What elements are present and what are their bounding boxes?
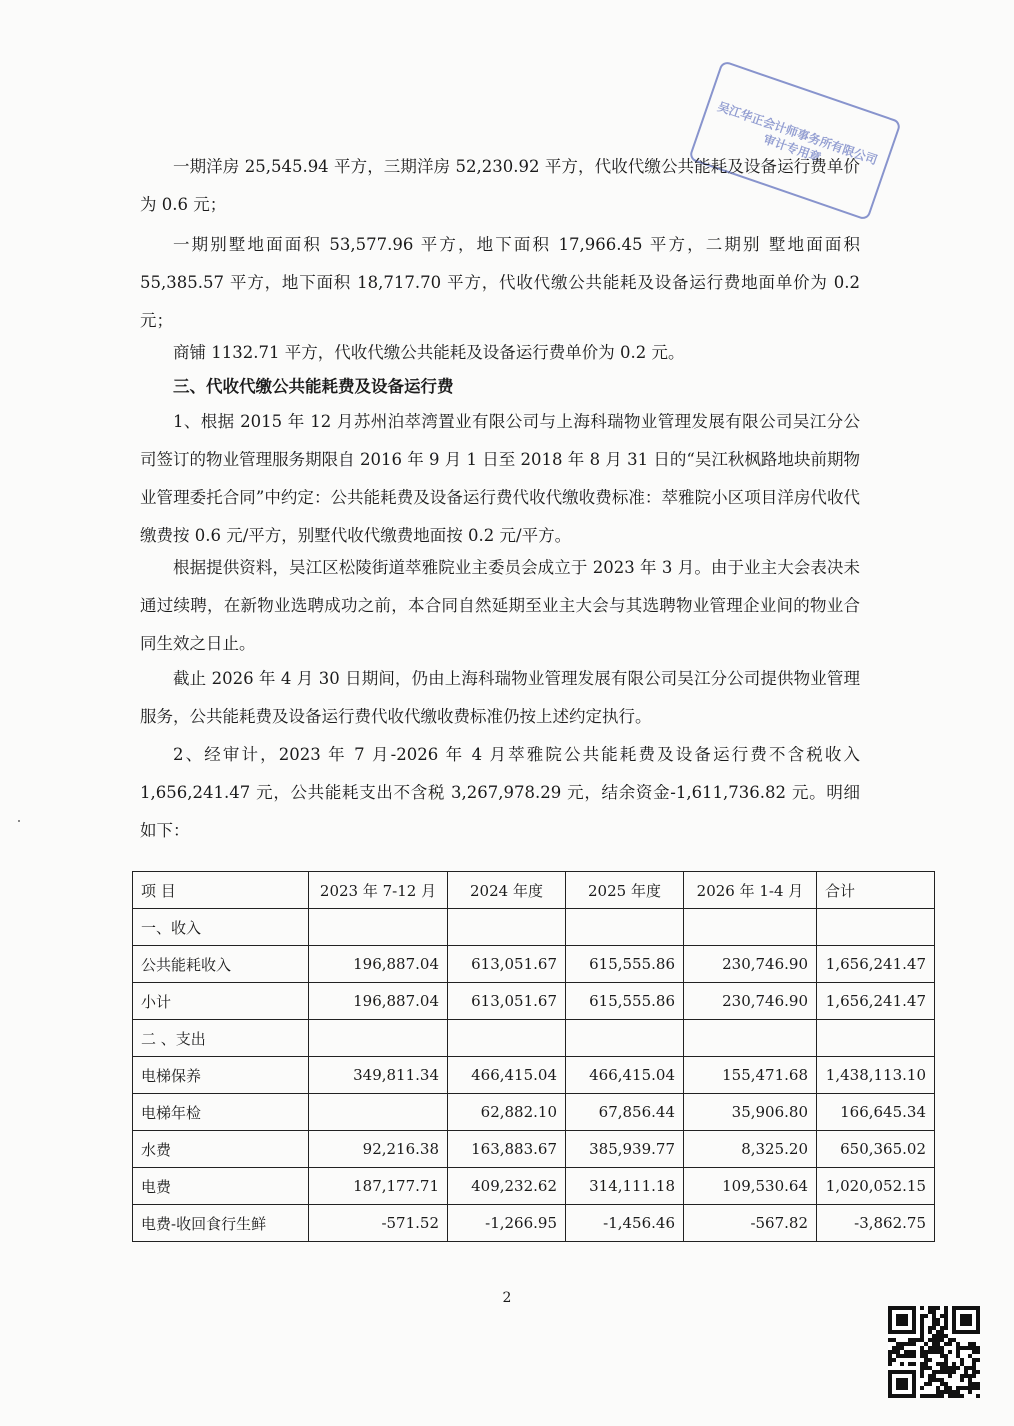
cell-value: -1,266.95 xyxy=(448,1205,566,1242)
table-row xyxy=(133,1131,935,1168)
paragraph-contract-terms: 1、根据 2015 年 12 月苏州泊萃湾置业有限公司与上海科瑞物业管理发展有限公司吴江分公司签订的物业管理服务期限自 2016 年 9 月 1 日至 2018 年 8 月 31 日的“吴江秋枫路地块前期物业管理委托合同”中约定：公共能耗费及设备运行费代收代缴收费标准：萃雅院小区项目洋房代收代缴费按 0.6 元/平方，别墅代收代缴费地面按 0.2 元/平方。 xyxy=(140,412,860,545)
cell-value: 230,746.90 xyxy=(684,946,817,983)
cell-value: 314,111.18 xyxy=(566,1168,684,1205)
cell-value: 62,882.10 xyxy=(448,1094,566,1131)
cell-value: 109,530.64 xyxy=(684,1168,817,1205)
section-heading-3: 三、代收代缴公共能耗费及设备运行费 xyxy=(173,377,454,396)
cell-value: 230,746.90 xyxy=(684,983,817,1020)
row-label: 电费 xyxy=(133,1168,309,1205)
header-2025: 2025 年度 xyxy=(566,872,684,909)
cell-value: 409,232.62 xyxy=(448,1168,566,1205)
cell-value: -571.52 xyxy=(309,1205,448,1242)
cell-value xyxy=(448,909,566,946)
table-row xyxy=(133,983,935,1020)
cell-value: 613,051.67 xyxy=(448,946,566,983)
cell-value: 163,883.67 xyxy=(448,1131,566,1168)
header-total: 合计 xyxy=(817,872,935,909)
cell-value: 155,471.68 xyxy=(684,1057,817,1094)
row-label: 小计 xyxy=(133,983,309,1020)
cell-value: -1,456.46 xyxy=(566,1205,684,1242)
header-2024: 2024 年度 xyxy=(448,872,566,909)
cell-value: 92,216.38 xyxy=(309,1131,448,1168)
cell-value xyxy=(309,1094,448,1131)
qr-code-icon xyxy=(888,1306,980,1398)
cell-value xyxy=(817,1020,935,1057)
cell-value xyxy=(309,1020,448,1057)
cell-value: 196,887.04 xyxy=(309,983,448,1020)
cell-value: 8,325.20 xyxy=(684,1131,817,1168)
row-label: 二 、支出 xyxy=(133,1020,309,1057)
paragraph-villa-area: 一期别墅地面面积 53,577.96 平方，地下面积 17,966.45 平方，二期别 墅地面面积 55,385.57 平方，地下面积 18,717.70 平方，代收代缴公共能耗及设备运行费地面单价为 0.2 元； xyxy=(140,235,860,330)
cell-value xyxy=(684,909,817,946)
paragraph-audit-summary: 2、经审计，2023 年 7 月-2026 年 4 月萃雅院公共能耗费及设备运行费不含税收入 1,656,241.47 元，公共能耗支出不含税 3,267,978.29 元，结余资金-1,611,736.82 元。明细如下： xyxy=(140,745,860,840)
cell-value: -567.82 xyxy=(684,1205,817,1242)
table-row xyxy=(133,1057,935,1094)
row-label: 水费 xyxy=(133,1131,309,1168)
cell-value: 613,051.67 xyxy=(448,983,566,1020)
table-row xyxy=(133,1168,935,1205)
table-header-row xyxy=(133,872,935,909)
scan-speck xyxy=(18,820,20,822)
table-row xyxy=(133,946,935,983)
paragraph-service-period: 截止 2026 年 4 月 30 日期间，仍由上海科瑞物业管理发展有限公司吴江分公司提供物业管理服务，公共能耗费及设备运行费代收代缴收费标准仍按上述约定执行。 xyxy=(140,669,860,726)
table-row xyxy=(133,1094,935,1131)
cell-value: 166,645.34 xyxy=(817,1094,935,1131)
cell-value: 385,939.77 xyxy=(566,1131,684,1168)
cell-value: 349,811.34 xyxy=(309,1057,448,1094)
cell-value: 1,656,241.47 xyxy=(817,946,935,983)
row-label: 一、收入 xyxy=(133,909,309,946)
cell-value xyxy=(566,909,684,946)
cell-value: 466,415.04 xyxy=(448,1057,566,1094)
cell-value: 187,177.71 xyxy=(309,1168,448,1205)
table-row xyxy=(133,909,935,946)
cell-value: 650,365.02 xyxy=(817,1131,935,1168)
paragraph-yangfang-area: 一期洋房 25,545.94 平方，三期洋房 52,230.92 平方，代收代缴公共能耗及设备运行费单价为 0.6 元； xyxy=(140,157,860,214)
paragraph-owners-committee: 根据提供资料，吴江区松陵街道萃雅院业主委员会成立于 2023 年 3 月。由于业主大会表决未通过续聘，在新物业选聘成功之前，本合同自然延期至业主大会与其选聘物业管理企业间的物业合同生效之日止。 xyxy=(140,558,860,653)
cell-value: 1,656,241.47 xyxy=(817,983,935,1020)
table-row xyxy=(133,1020,935,1057)
row-label: 电梯保养 xyxy=(133,1057,309,1094)
row-label: 电费-收回食行生鲜 xyxy=(133,1205,309,1242)
cell-value: -3,862.75 xyxy=(817,1205,935,1242)
page-number: 2 xyxy=(502,1290,512,1306)
cell-value: 1,020,052.15 xyxy=(817,1168,935,1205)
cell-value xyxy=(448,1020,566,1057)
cell-value: 67,856.44 xyxy=(566,1094,684,1131)
table-row xyxy=(133,1205,935,1242)
cell-value: 466,415.04 xyxy=(566,1057,684,1094)
header-item: 项 目 xyxy=(133,872,309,909)
cell-value: 615,555.86 xyxy=(566,946,684,983)
cell-value xyxy=(817,909,935,946)
cell-value: 196,887.04 xyxy=(309,946,448,983)
cell-value: 35,906.80 xyxy=(684,1094,817,1131)
cell-value: 615,555.86 xyxy=(566,983,684,1020)
header-2023-jul-dec: 2023 年 7-12 月 xyxy=(309,872,448,909)
cell-value xyxy=(566,1020,684,1057)
row-label: 公共能耗收入 xyxy=(133,946,309,983)
cell-value xyxy=(684,1020,817,1057)
company-seal-stamp: 吴江华正会计师事务所有限公司 审计专用章 xyxy=(688,60,902,221)
header-2026-jan-apr: 2026 年 1-4 月 xyxy=(684,872,817,909)
cell-value xyxy=(309,909,448,946)
expense-detail-table xyxy=(132,871,935,1242)
paragraph-shop-area: 商铺 1132.71 平方，代收代缴公共能耗及设备运行费单价为 0.2 元。 xyxy=(173,343,685,362)
row-label: 电梯年检 xyxy=(133,1094,309,1131)
cell-value: 1,438,113.10 xyxy=(817,1057,935,1094)
